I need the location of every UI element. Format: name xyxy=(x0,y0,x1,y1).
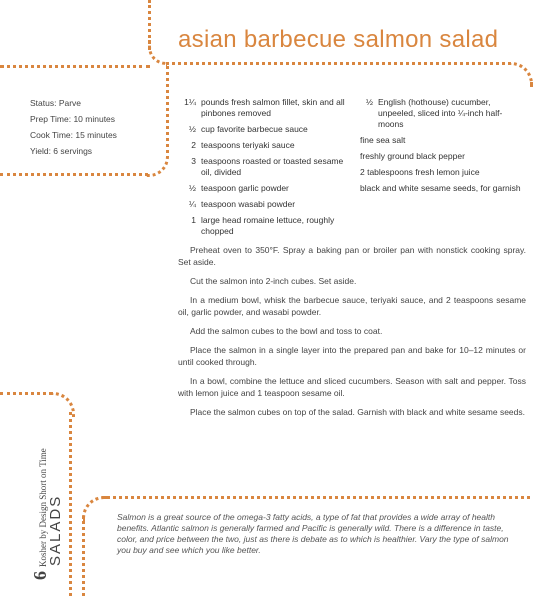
ingredient-amount: 3 xyxy=(191,156,196,166)
ingredient-item xyxy=(355,135,525,146)
direction-step: Place the salmon cubes on top of the salad. Garnish with black and white sesame seeds. xyxy=(190,407,525,417)
recipe-meta xyxy=(30,95,117,159)
ingredient-text: teaspoon garlic powder xyxy=(201,183,289,193)
ingredient-amount: 1 xyxy=(191,215,196,225)
ingredient-item xyxy=(355,167,525,178)
direction-step: Preheat oven to 350°F. Spray a baking pan or broiler pan with nonstick cooking spray. Set aside. xyxy=(178,245,526,267)
tip-dotted-rule-vertical xyxy=(82,516,85,596)
status-text: Status: Parve xyxy=(30,98,82,108)
ingredient-item xyxy=(355,183,525,194)
meta-dotted-rule xyxy=(0,173,148,176)
ingredient-item xyxy=(355,151,525,162)
ingredient-item xyxy=(178,156,348,178)
ingredient-item xyxy=(178,199,348,210)
section-name: SALADS xyxy=(47,494,64,566)
tip-dotted-curve xyxy=(82,496,107,521)
ingredient-amount: ½ xyxy=(188,124,196,134)
ingredient-text: cup favorite barbecue sauce xyxy=(201,124,308,134)
ingredient-text: 2 tablespoons fresh lemon juice xyxy=(360,167,480,177)
recipe-title: asian barbecue salmon salad xyxy=(178,26,499,53)
right-dotted-rule xyxy=(530,82,533,84)
page-number: 6 xyxy=(30,571,50,580)
ingredient-text: fine sea salt xyxy=(360,135,406,145)
cook-time-text: Cook Time: 15 minutes xyxy=(30,130,117,140)
side-dotted-rule-top xyxy=(0,392,52,395)
ingredient-text: freshly ground black pepper xyxy=(360,151,465,161)
yield-text: Yield: 6 servings xyxy=(30,146,93,156)
ingredients-list-left xyxy=(178,97,348,242)
ingredient-text: pounds fresh salmon fillet, skin and all pinbones removed xyxy=(201,97,345,118)
header-dotted-rule-left xyxy=(0,65,150,68)
ingredient-text: teaspoons roasted or toasted sesame oil, divided xyxy=(201,156,344,177)
directions xyxy=(178,244,526,425)
side-dotted-rule-vertical xyxy=(69,412,72,596)
direction-step: In a medium bowl, whisk the barbecue sauce, teriyaki sauce, and 2 teaspoons sesame oil, garlic powder, and wasabi powder. xyxy=(178,295,526,317)
ingredient-text: teaspoon wasabi powder xyxy=(201,199,296,209)
ingredient-amount: ½ xyxy=(188,183,196,193)
direction-step: Place the salmon in a single layer into the prepared pan and bake for 10–12 minutes or until cooked through. xyxy=(178,345,526,367)
direction-step: Add the salmon cubes to the bowl and toss to coat. xyxy=(190,326,383,336)
ingredient-amount: 1¼ xyxy=(184,97,196,107)
book-title: Kosher by Design Short on Time xyxy=(38,448,48,567)
ingredient-item xyxy=(178,183,348,194)
ingredient-text: teaspoons teriyaki sauce xyxy=(201,140,295,150)
direction-step: Cut the salmon into 2-inch cubes. Set aside. xyxy=(190,276,357,286)
direction-step: In a bowl, combine the lettuce and sliced cucumbers. Season with salt and pepper. Toss with lemon juice and 1 teaspoon sesame oil. xyxy=(178,376,526,398)
ingredient-item xyxy=(178,124,348,135)
ingredient-text: large head romaine lettuce, roughly chopped xyxy=(201,215,335,236)
ingredient-item xyxy=(178,97,348,119)
ingredient-text: English (hothouse) cucumber, unpeeled, sliced into ¼-inch half-moons xyxy=(378,97,503,129)
ingredient-amount: 2 xyxy=(191,140,196,150)
ingredients-list-right xyxy=(355,97,525,199)
ingredient-item xyxy=(178,140,348,151)
ingredient-item xyxy=(178,215,348,237)
meta-dotted-corner xyxy=(146,64,169,177)
prep-time-text: Prep Time: 10 minutes xyxy=(30,114,116,124)
ingredient-amount: ½ xyxy=(365,97,373,107)
ingredient-text: black and white sesame seeds, for garnish xyxy=(360,183,521,193)
header-dotted-rule-right xyxy=(166,62,511,65)
side-brand xyxy=(30,448,64,580)
tip-dotted-rule xyxy=(102,496,530,499)
salmon-tip: Salmon is a great source of the omega-3 fatty acids, a type of fat that provides a wide array of health benefits. Atlantic salmon is generally farmed and Pacific is generally wild. There is a difference in taste, color, and price between the two, just as there is debate as to which is healthier. Vary the type of salmon you buy and see which you like better. xyxy=(117,512,509,555)
ingredient-item xyxy=(355,97,525,130)
ingredient-amount: ¼ xyxy=(188,199,196,209)
